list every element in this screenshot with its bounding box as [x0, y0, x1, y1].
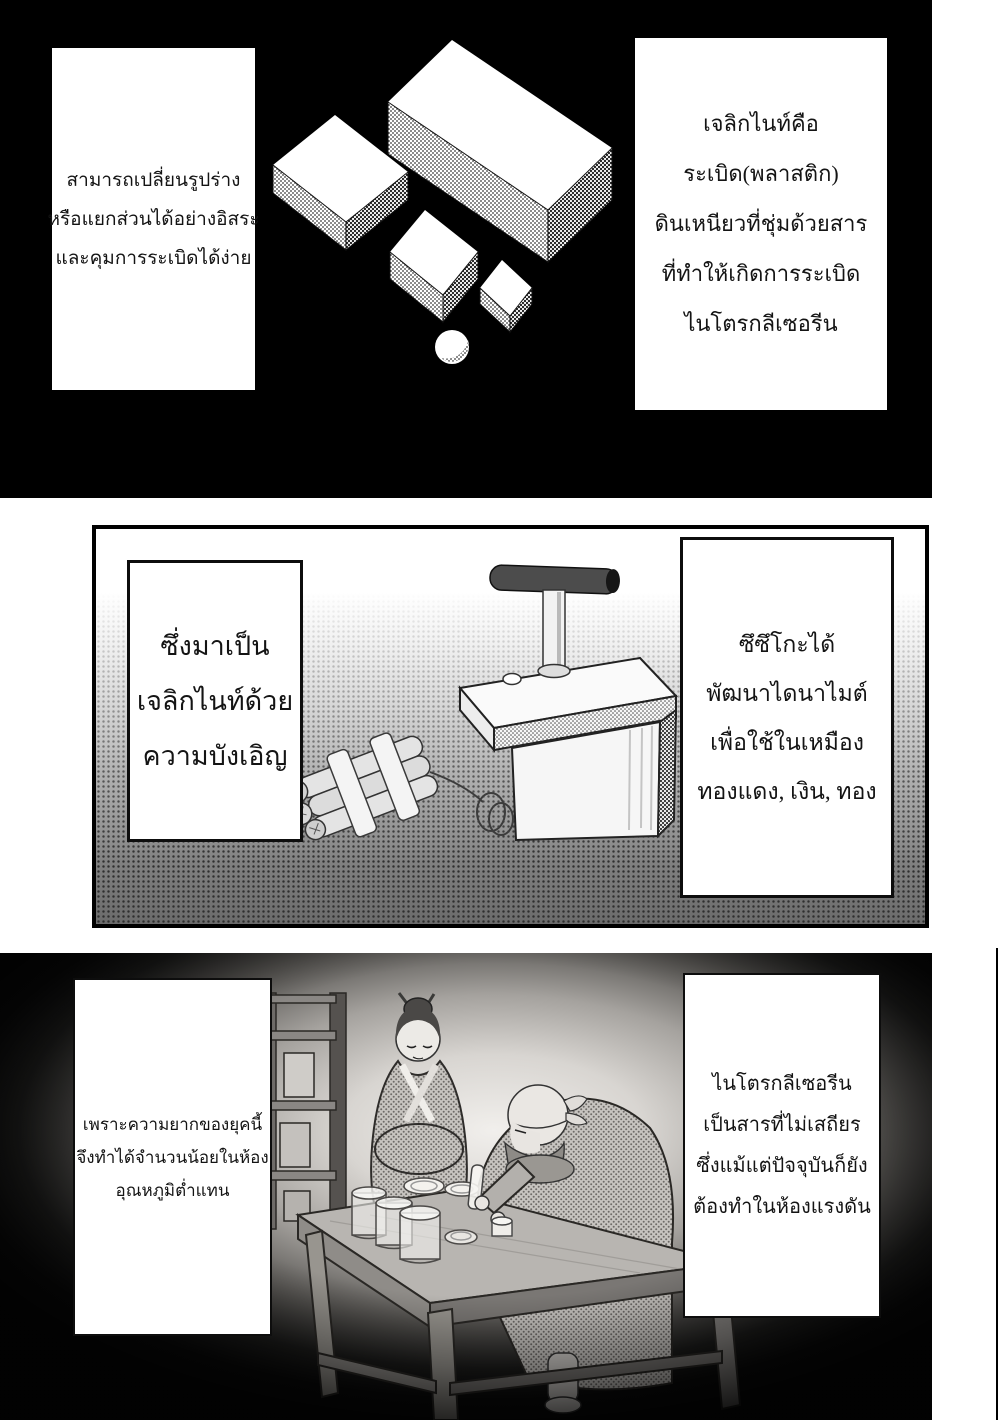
caption-line: เป็นสารที่ไม่เสถียร	[703, 1113, 861, 1136]
caption-top-left	[47, 48, 260, 390]
caption-line: ไนโตรกลีเซอรีน	[684, 311, 838, 336]
panel-bottom	[0, 953, 932, 1420]
caption-middle-right	[680, 537, 894, 898]
caption-line: สามารถเปลี่ยนรูปร่าง	[66, 169, 241, 191]
caption-line: ระเบิด(พลาสติก)	[683, 161, 839, 186]
caption-line: อุณหภูมิต่ำแทน	[115, 1180, 230, 1200]
gelignite-small-cube	[390, 210, 478, 322]
caption-line: ต้องทำในห้องแรงดัน	[693, 1195, 871, 1218]
caption-line: เจลิกไนท์คือ	[703, 111, 819, 136]
caption-line: ซึ่งมาเป็น	[160, 630, 270, 661]
gelignite-smaller-cube	[480, 260, 532, 332]
caption-line: จึงทำได้จำนวนน้อยในห้อง	[76, 1147, 269, 1167]
caption-line: ที่ทำให้เกิดการระเบิด	[661, 261, 861, 286]
page-edge-line	[996, 948, 998, 1420]
caption-bottom-right	[683, 973, 881, 1318]
caption-line: ดินเหนียวที่ชุ่มด้วยสาร	[654, 211, 868, 236]
plunger-rod	[543, 590, 565, 670]
caption-line: เพื่อใช้ในเหมือง	[710, 729, 864, 755]
caption-bottom-left	[73, 978, 272, 1336]
caption-line: ซึซึโกะได้	[738, 631, 836, 657]
caption-line: เพราะความยากของยุคนี้	[82, 1114, 263, 1134]
gelignite-ball	[435, 330, 469, 364]
caption-top-right	[635, 38, 887, 410]
caption-middle-left	[127, 560, 303, 842]
detonator-box	[460, 565, 676, 840]
detonator-illustration	[280, 540, 700, 850]
caption-line: เจลิกไนท์ด้วย	[136, 685, 294, 716]
terminal-knob	[503, 674, 521, 685]
gelignite-blocks-illustration	[250, 10, 650, 390]
dynamite-bundle	[280, 722, 513, 850]
panel-middle	[92, 525, 929, 928]
caption-line: พัฒนาไดนาไมต์	[706, 680, 868, 706]
caption-line: ซึ่งแม้แต่ปัจจุบันก็ยัง	[696, 1154, 868, 1177]
caption-line: หรือแยกส่วนได้อย่างอิสระ	[47, 208, 260, 230]
caption-line: ทองแดง, เงิน, ทอง	[697, 778, 877, 804]
caption-line: และคุมการระเบิดได้ง่าย	[55, 247, 252, 269]
caption-line: ไนโตรกลีเซอรีน	[712, 1072, 852, 1095]
caption-line: ความบังเอิญ	[142, 740, 288, 771]
panel-top	[0, 0, 932, 498]
